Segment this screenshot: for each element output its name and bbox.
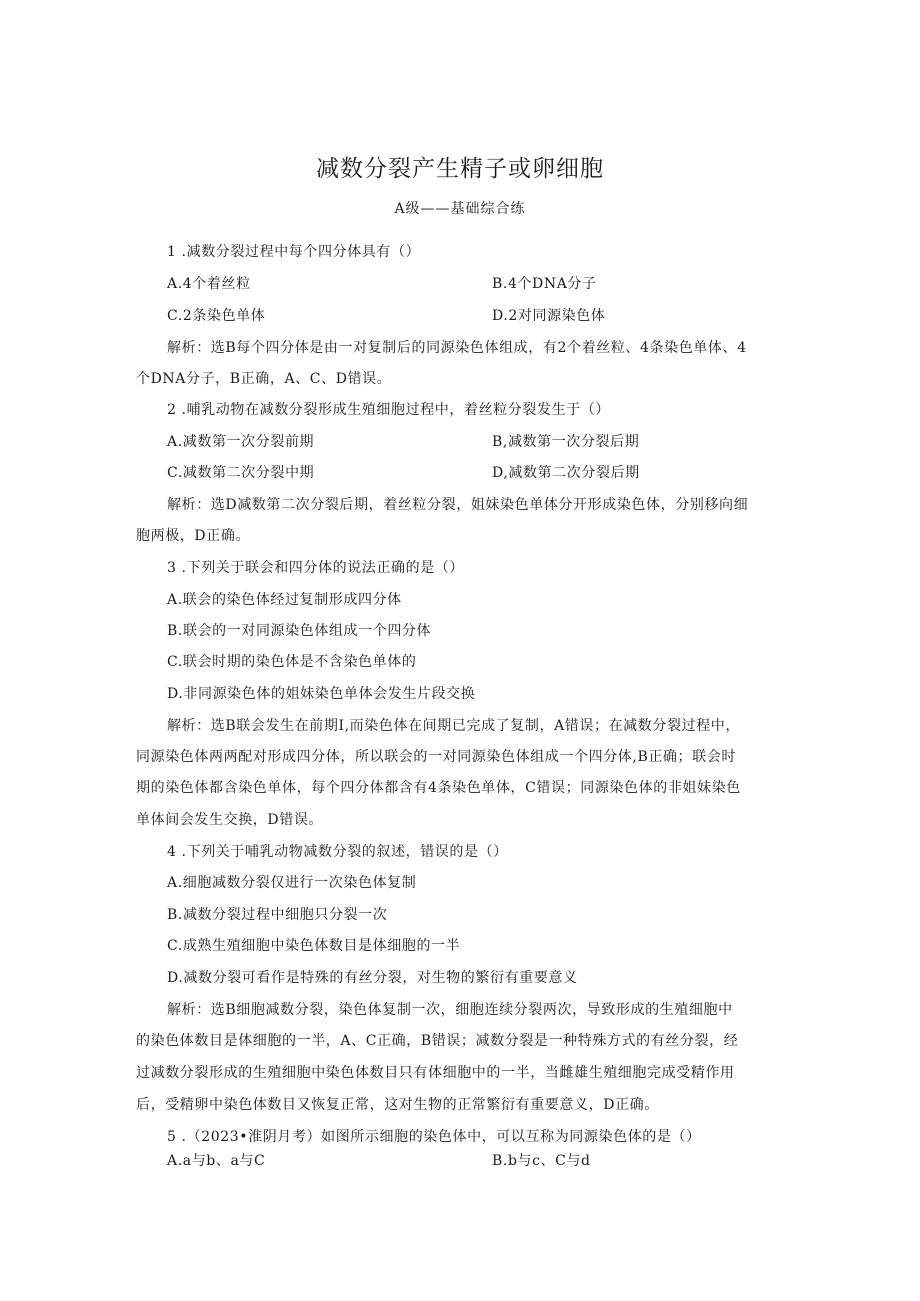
option: A.减数第一次分裂前期 bbox=[167, 434, 315, 450]
question-stem: 1 .减数分裂过程中每个四分体具有（） bbox=[167, 244, 421, 260]
option: D,减数第二次分裂后期 bbox=[492, 465, 640, 481]
option: C.减数第二次分裂中期 bbox=[167, 465, 315, 481]
option: A.联会的染色体经过复制形成四分体 bbox=[167, 592, 402, 608]
option: B.减数分裂过程中细胞只分裂一次 bbox=[167, 907, 388, 923]
analysis-line: 后，受精卵中染色体数目又恢复正常，这对生物的正常繁衍有重要意义，D正确。 bbox=[136, 1097, 659, 1113]
option: A.细胞减数分裂仅进行一次染色体复制 bbox=[167, 875, 417, 891]
analysis-line: 单体间会发生交换，D错误。 bbox=[136, 812, 324, 828]
option: B.联会的一对同源染色体组成一个四分体 bbox=[167, 623, 432, 639]
option: C.联会时期的染色体是不含染色单体的 bbox=[167, 654, 417, 670]
option: C.成熟生殖细胞中染色体数目是体细胞的一半 bbox=[167, 938, 461, 954]
analysis-line: 解析：选B细胞减数分裂，染色体复制一次，细胞连续分裂两次，导致形成的生殖细胞中 bbox=[167, 1002, 733, 1018]
question-stem: 2 .哺乳动物在减数分裂形成生殖细胞过程中，着丝粒分裂发生于（） bbox=[167, 402, 611, 418]
page-title: 减数分裂产生精子或卵细胞 bbox=[316, 156, 604, 182]
question-stem: 3 .下列关于联会和四分体的说法正确的是（） bbox=[167, 560, 465, 576]
option: D.2对同源染色体 bbox=[492, 308, 606, 324]
analysis-line: 个DNA分子，B正确，A、C、D错误。 bbox=[136, 371, 392, 387]
analysis-line: 过减数分裂形成的生殖细胞中染色体数目只有体细胞中的一半，当雌雄生殖细胞完成受精作用 bbox=[136, 1065, 735, 1081]
analysis-line: 胞两极，D正确。 bbox=[136, 528, 251, 544]
analysis-line: 同源染色体两两配对形成四分体，所以联会的一对同源染色体组成一个四分体,B正确；联会时 bbox=[136, 749, 736, 765]
question-stem: 4 .下列关于哺乳动物减数分裂的叙述，错误的是（） bbox=[167, 844, 508, 860]
page-subtitle: A级——基础综合练 bbox=[394, 201, 526, 217]
analysis-line: 解析：选B每个四分体是由一对复制后的同源染色体组成，有2个着丝粒、4条染色单体、4 bbox=[167, 340, 747, 356]
option: A.a与b、a与C bbox=[167, 1153, 266, 1169]
option: D.减数分裂可看作是特殊的有丝分裂，对生物的繁衍有重要意义 bbox=[167, 970, 578, 986]
option: B.b与c、C与d bbox=[492, 1153, 591, 1169]
option: A.4个着丝粒 bbox=[167, 276, 251, 292]
question-stem: 5 .（2023•淮阴月考）如图所示细胞的染色体中，可以互称为同源染色体的是（） bbox=[167, 1129, 701, 1145]
option: C.2条染色单体 bbox=[167, 308, 266, 324]
analysis-line: 期的染色体都含染色单体，每个四分体都含有4条染色单体，C错误；同源染色体的非姐妹染色 bbox=[136, 780, 741, 796]
option: B,减数第一次分裂后期 bbox=[492, 434, 640, 450]
option: D.非同源染色体的姐妹染色单体会发生片段交换 bbox=[167, 686, 476, 702]
analysis-line: 解析：选D减数第二次分裂后期，着丝粒分裂，姐妹染色单体分开形成染色体，分别移向细 bbox=[167, 497, 749, 513]
option: B.4个DNA分子 bbox=[492, 276, 597, 292]
analysis-line: 的染色体数目是体细胞的一半，A、C正确，B错误；减数分裂是一种特殊方式的有丝分裂，经 bbox=[136, 1033, 739, 1049]
analysis-line: 解析：选B联会发生在前期I,而染色体在间期已完成了复制，A错误；在减数分裂过程中， bbox=[167, 718, 740, 734]
